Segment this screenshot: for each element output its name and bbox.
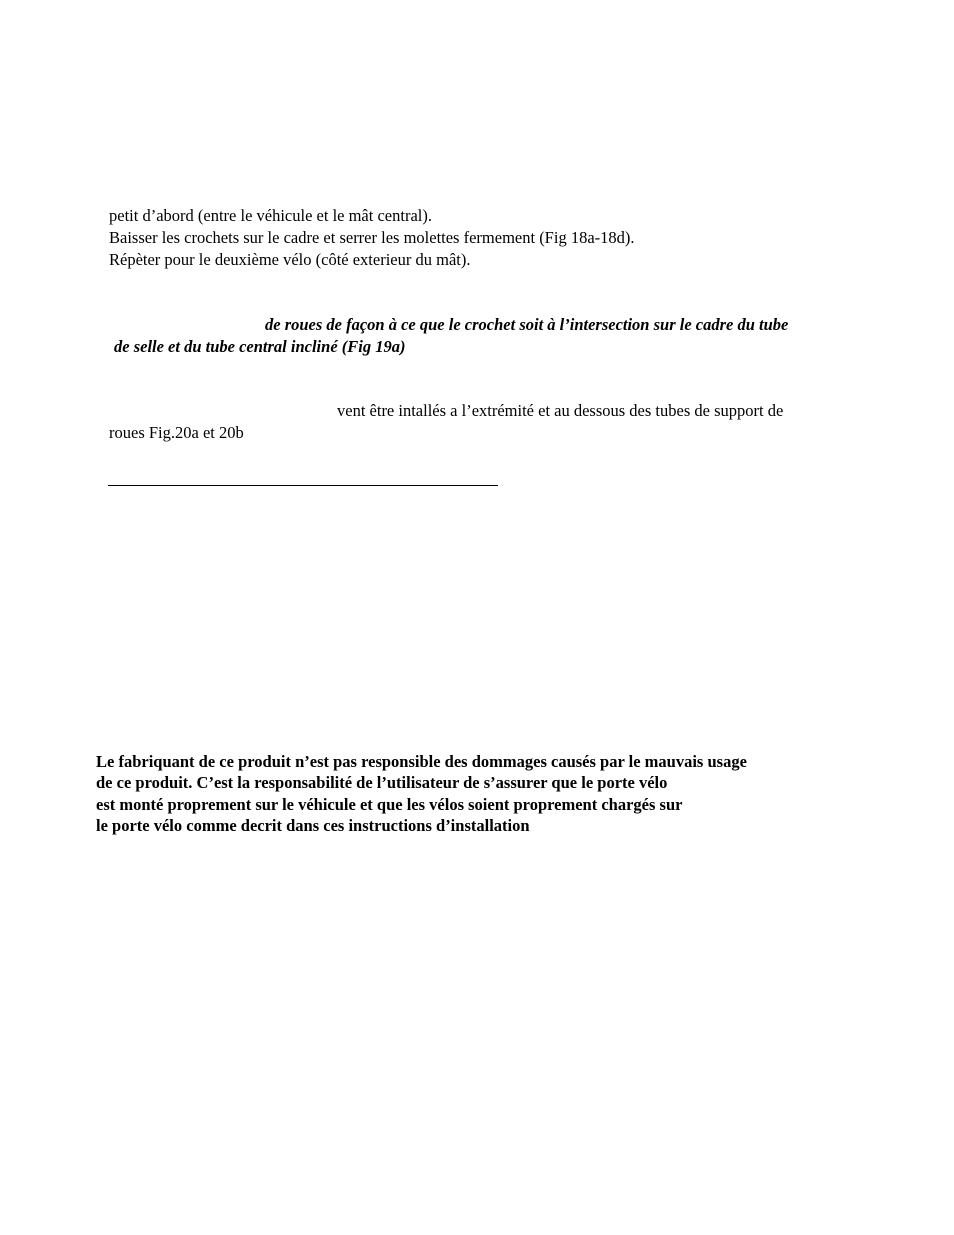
support-text-line: roues Fig.20a et 20b	[109, 423, 244, 442]
italic-note-line: de selle et du tube central incliné (Fig 19a)	[114, 337, 406, 356]
disclaimer-line: est monté proprement sur le véhicule et que les vélos soient proprement chargés sur	[96, 795, 683, 814]
support-text-line: vent être intallés a l’extrémité et au dessous des tubes de support de	[337, 401, 784, 420]
disclaimer-line: le porte vélo comme decrit dans ces instructions d’installation	[96, 816, 530, 835]
disclaimer-line: de ce produit. C’est la responsabilité de l’utilisateur de s’assurer que le porte vélo	[96, 773, 668, 792]
disclaimer-line: Le fabriquant de ce produit n’est pas responsible des dommages causés par le mauvais usage	[96, 752, 747, 771]
step-text-line: petit d’abord (entre le véhicule et le mât central).	[109, 206, 432, 225]
step-text-line: Répèter pour le deuxième vélo (côté exterieur du mât).	[109, 250, 471, 269]
horizontal-rule	[108, 485, 498, 486]
step-text-line: Baisser les crochets sur le cadre et serrer les molettes fermement (Fig 18a-18d).	[109, 228, 635, 247]
italic-note-line: de roues de façon à ce que le crochet soit à l’intersection sur le cadre du tube	[265, 315, 789, 334]
